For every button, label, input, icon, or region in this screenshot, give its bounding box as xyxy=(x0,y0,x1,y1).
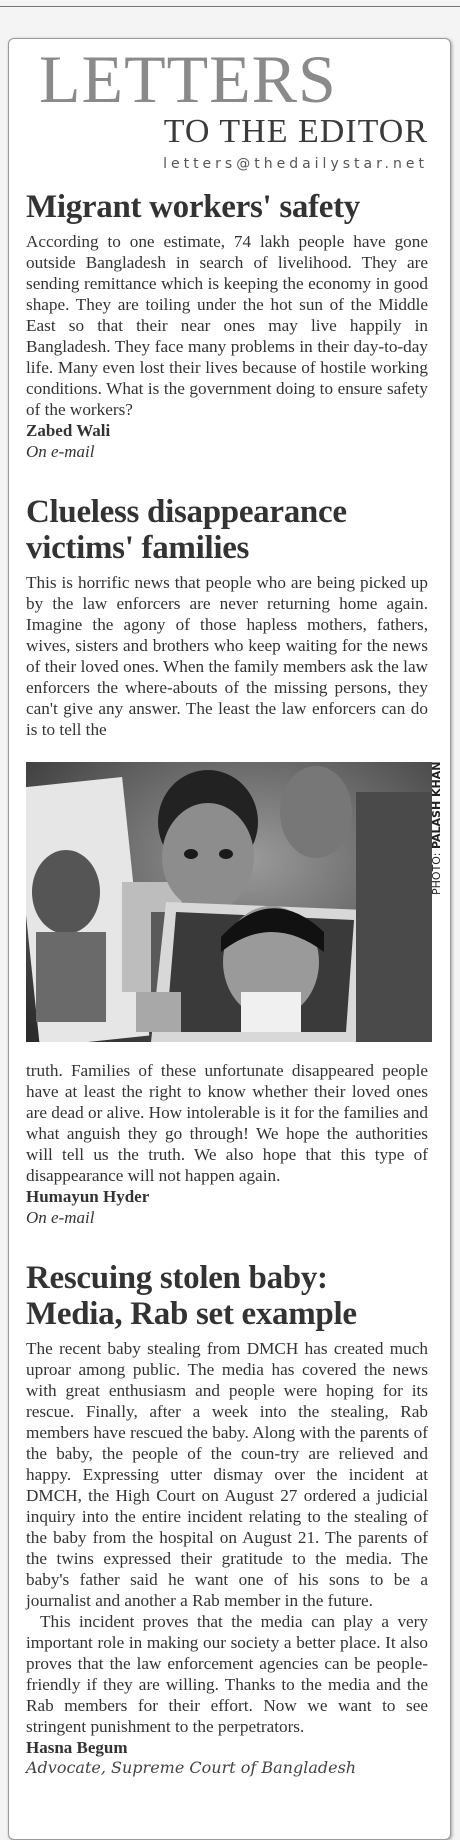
letters-content xyxy=(9,189,450,1778)
letter-author: Zabed Wali xyxy=(26,421,111,440)
photo-credit-name: PALASH KHAN xyxy=(430,762,443,850)
letter-body xyxy=(26,1338,428,1737)
masthead-email: letters@thedailystar.net xyxy=(163,156,428,172)
letter-author: Humayun Hyder xyxy=(26,1187,150,1206)
letter-paragraph: This incident proves that the media can play a very important role in making our society a better place. It also proves that the law enforcement agencies can be people-friendly if they are willing. Thanks to the media and the Rab members for their effort. Now we want to see stringent punishment to the perpetrators. xyxy=(26,1612,428,1736)
letter-paragraph: truth. Families of these unfortunate disappeared people have at least the right to know whether their loved ones are dead or alive. How intolerable is it for the families and what anguish they go through! We hope the authorities will tell us the truth. We also hope that this type of disappearance will not happen again. xyxy=(26,1061,428,1185)
letter-source: On e-mail xyxy=(26,1208,95,1227)
masthead-title: LETTERS xyxy=(39,41,337,117)
letter-body-continued xyxy=(26,1060,428,1186)
letter-stolen-baby xyxy=(26,1260,428,1778)
protest-photo xyxy=(26,762,432,1042)
letter-paragraph: The recent baby stealing from DMCH has created much uproar among public. The media has covered the news with great enthusiasm and people were hoping for its rescue. Finally, after a week into the stealing, Rab members have rescued the baby. Along with the parents of the baby, the people of the coun-try are relieved and happy. Expressing utter dismay over the incident at DMCH, the High Court on August 27 ordered a judicial inquiry into the entire incident relating to the stealing of the baby from the hospital on August 21. The parents of the twins expressed their gratitude to the media. The baby's father said he want one of his sons to be a journalist and another a Rab member in the future. xyxy=(26,1339,428,1610)
letter-paragraph: This is horrific news that people who are being picked up by the law enforcers are never returning home again. Imagine the agony of those hapless mothers, fathers, wives, sisters and brothers who keep waiting for the news of their loved ones. When the family members ask the law enforcers the where-abouts of the missing persons, they can't give any answer. The least the law enforcers can do is to tell the xyxy=(26,573,428,739)
photo-credit-prefix: PHOTO: xyxy=(430,849,443,896)
letter-headline: Migrant workers' safety xyxy=(26,189,361,225)
letter-source: On e-mail xyxy=(26,442,95,461)
letter-paragraph: According to one estimate, 74 lakh people have gone outside Bangladesh in search of livelihood. They are sending remittance which is keeping the economy in good shape. They are toiling under the hot sun of the Middle East so that their near ones may live happily in Bangladesh. They face many problems in their day-to-day life. Many even lost their lives because of hostile working conditions. What is the government doing to ensure safety of the workers? xyxy=(26,232,428,419)
letter-disappearance xyxy=(26,494,443,1228)
news-photo xyxy=(26,762,443,1044)
photo-illustration xyxy=(26,762,432,1042)
letters-column xyxy=(8,38,451,1840)
letter-author: Hasna Begum xyxy=(26,1738,128,1757)
letter-migrant-workers xyxy=(26,189,428,462)
photo-credit xyxy=(430,762,448,1042)
top-rule xyxy=(0,0,460,7)
masthead xyxy=(9,39,450,189)
masthead-subtitle: TO THE EDITOR xyxy=(163,113,428,150)
letter-headline: Rescuing stolen baby: Media, Rab set example xyxy=(26,1260,357,1332)
letter-source: Advocate, Supreme Court of Bangladesh xyxy=(26,1758,357,1777)
letter-body xyxy=(26,572,428,740)
letter-headline: Clueless disappearance victims' families xyxy=(26,494,347,566)
letter-body xyxy=(26,231,428,420)
